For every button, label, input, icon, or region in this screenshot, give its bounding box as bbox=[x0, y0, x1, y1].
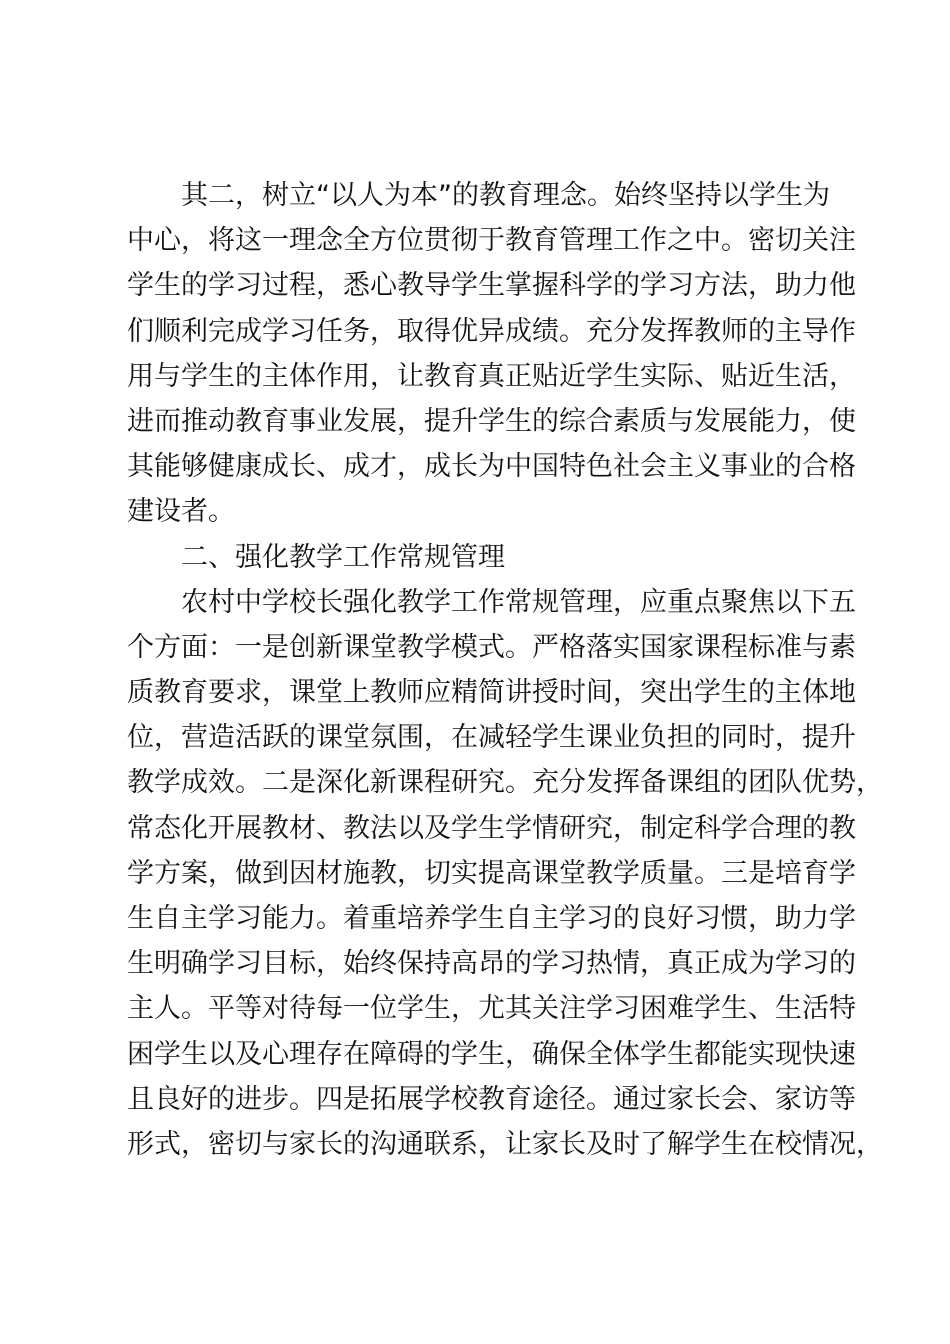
text-line: 生明确学习目标，始终保持高昂的学习热情，真正成为学习的 bbox=[127, 948, 856, 980]
section-heading: 二、强化教学工作常规管理 bbox=[181, 541, 505, 573]
text-line: 学方案，做到因材施教，切实提高课堂教学质量。三是培育学 bbox=[127, 857, 856, 889]
text-line: 用与学生的主体作用，让教育真正贴近学生实际、贴近生活， bbox=[127, 360, 856, 392]
text-line: 主人。平等对待每一位学生，尤其关注学习困难学生、生活特 bbox=[127, 993, 856, 1025]
paragraph-people-oriented bbox=[127, 173, 856, 535]
text-line: 困学生以及心理存在障碍的学生，确保全体学生都能实现快速 bbox=[127, 1038, 856, 1070]
text-line: 形式，密切与家长的沟通联系，让家长及时了解学生在校情况， bbox=[127, 1128, 883, 1160]
text-line: 常态化开展教材、教法以及学生学情研究，制定科学合理的教 bbox=[127, 812, 856, 844]
text-line: 且良好的进步。四是拓展学校教育途径。通过家长会、家访等 bbox=[127, 1083, 856, 1115]
text-line: 建设者。 bbox=[127, 496, 235, 528]
document-body bbox=[127, 173, 883, 1167]
text-line: 们顺利完成学习任务，取得优异成绩。充分发挥教师的主导作 bbox=[127, 315, 856, 347]
paragraph-teaching-management bbox=[127, 580, 883, 1167]
text-line: 农村中学校长强化教学工作常规管理，应重点聚焦以下五 bbox=[181, 586, 856, 618]
text-line: 位，营造活跃的课堂氛围，在减轻学生课业负担的同时，提升 bbox=[127, 722, 856, 754]
text-line: 其能够健康成长、成才，成长为中国特色社会主义事业的合格 bbox=[127, 451, 856, 483]
text-line: 生自主学习能力。着重培养学生自主学习的良好习惯，助力学 bbox=[127, 903, 856, 934]
text-line: 个方面：一是创新课堂教学模式。严格落实国家课程标准与素 bbox=[127, 631, 856, 663]
text-line: 中心，将这一理念全方位贯彻于教育管理工作之中。密切关注 bbox=[127, 225, 856, 257]
text-line: 其二，树立“以人为本”的教育理念。始终坚持以学生为 bbox=[181, 180, 830, 211]
text-line: 学生的学习过程，悉心教导学生掌握科学的学习方法，助力他 bbox=[127, 270, 856, 302]
text-line: 进而推动教育事业发展，提升学生的综合素质与发展能力，使 bbox=[127, 405, 856, 437]
text-line: 教学成效。二是深化新课程研究。充分发挥备课组的团队优势， bbox=[127, 767, 883, 799]
text-line: 质教育要求，课堂上教师应精简讲授时间，突出学生的主体地 bbox=[127, 677, 856, 709]
